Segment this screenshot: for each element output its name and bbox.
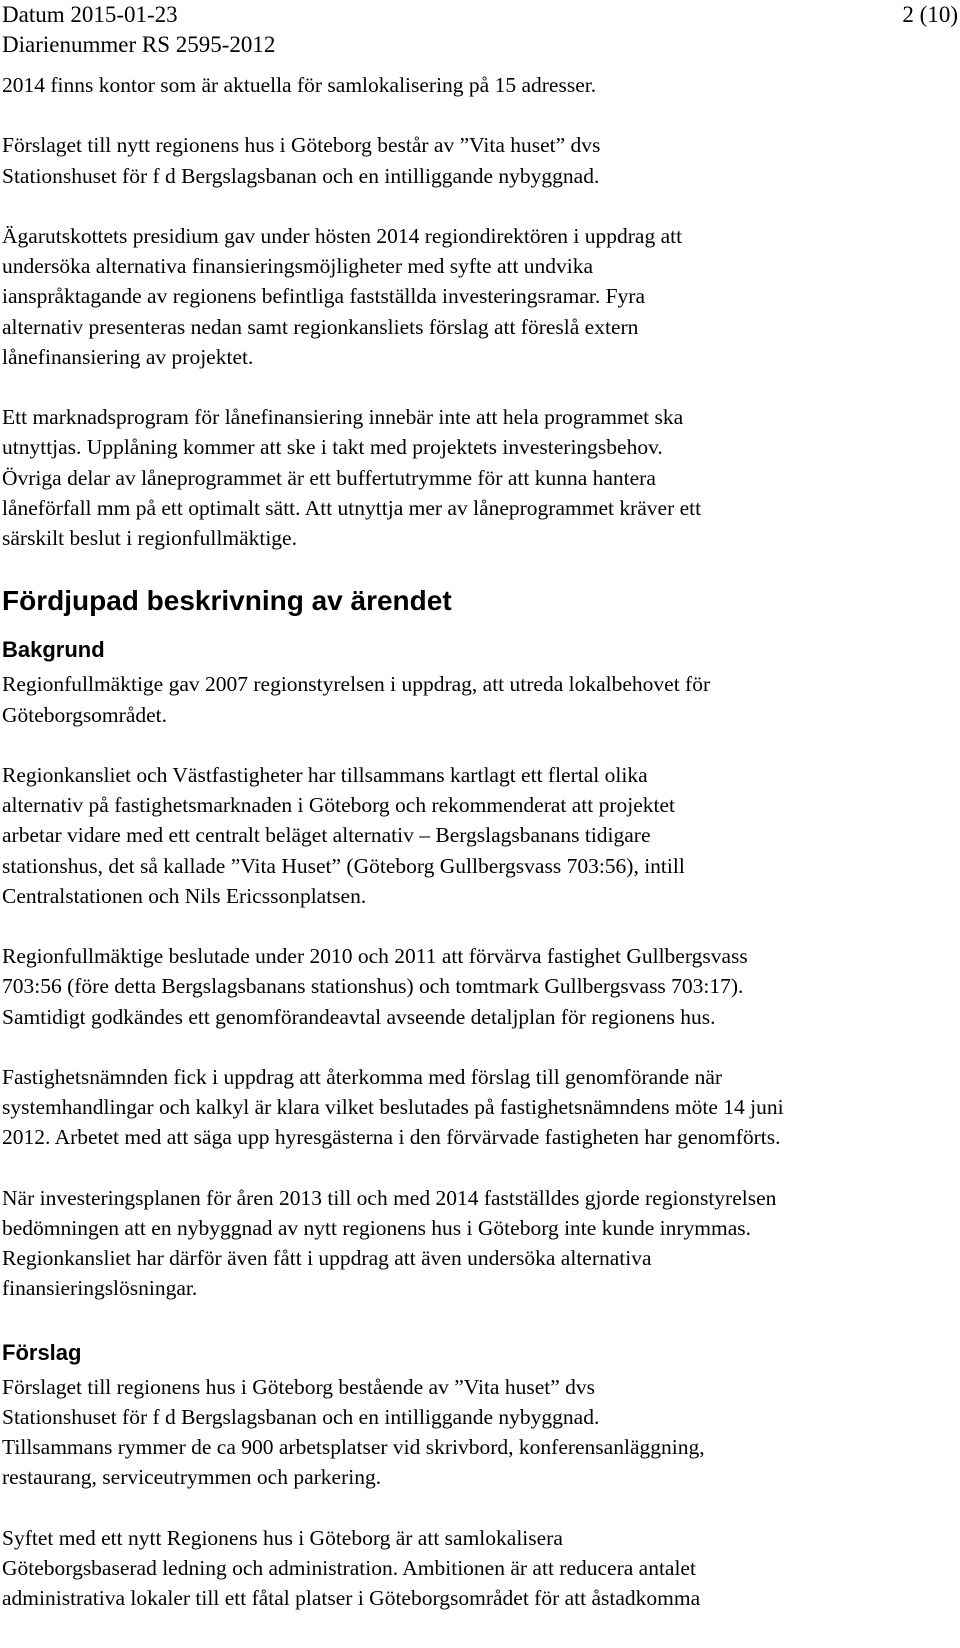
text-line: Stationshuset för f d Bergslagsbanan och en intilliggande nybyggnad. xyxy=(2,163,600,188)
text-line: Regionfullmäktige gav 2007 regionstyrelsen i uppdrag, att utreda lokalbehovet för xyxy=(2,672,711,697)
paragraph-intro-4 xyxy=(2,402,952,553)
text-line: Förslaget till regionens hus i Göteborg bestående av ”Vita huset” dvs xyxy=(2,1374,596,1399)
text-line: Tillsammans rymmer de ca 900 arbetsplatser vid skrivbord, konferensanläggning, xyxy=(2,1435,705,1459)
text-line: 703:56 (före detta Bergslagsbanans stationshus) och tomtmark Gullbergsvass 703:17). xyxy=(2,974,744,999)
text-line: 2012. Arbetet med att säga upp hyresgästerna i den förvärvade fastigheten har genomförts. xyxy=(2,1125,781,1150)
paragraph-background-2 xyxy=(2,760,952,911)
background-heading: Bakgrund xyxy=(2,637,105,663)
text-line: arbetar vidare med ett centralt beläget alternativ – Bergslagsbanans tidigare xyxy=(2,823,651,848)
text-line: finansieringslösningar. xyxy=(2,1276,198,1301)
text-line: Regionkansliet har därför även fått i uppdrag att även undersöka alternativa xyxy=(2,1246,652,1271)
paragraph-background-5 xyxy=(2,1183,952,1304)
document-date: Datum 2015-01-23 xyxy=(2,2,178,27)
section-heading: Fördjupad beskrivning av ärendet xyxy=(2,585,452,617)
text-line: När investeringsplanen för åren 2013 till och med 2014 fastställdes gjorde regionstyrelsen xyxy=(2,1185,777,1210)
text-line: Samtidigt godkändes ett genomförandeavtal avseende detaljplan för regionens hus. xyxy=(2,1004,716,1029)
text-line: undersöka alternativa finansieringsmöjligheter med syfte att undvika xyxy=(2,254,594,279)
paragraph-intro-2 xyxy=(2,130,952,190)
text-line: Syftet med ett nytt Regionens hus i Göteborg är att samlokalisera xyxy=(2,1525,563,1550)
text-line: Göteborgsbaserad ledning och administration. Ambitionen är att reducera antalet xyxy=(2,1555,696,1580)
paragraph-background-4 xyxy=(2,1062,952,1153)
text-line: Regionfullmäktige beslutade under 2010 och 2011 att förvärva fastighet Gullbergsvass xyxy=(2,944,748,969)
text-line: administrativa lokaler till ett fåtal platser i Göteborgsområdet för att åstadkomma xyxy=(2,1586,701,1610)
text-line: 2014 finns kontor som är aktuella för samlokalisering på 15 adresser. xyxy=(2,73,597,97)
paragraph-proposal-1 xyxy=(2,1372,952,1493)
text-line: Förslaget till nytt regionens hus i Göteborg består av ”Vita huset” dvs xyxy=(2,133,601,158)
text-line: utnyttjas. Upplåning kommer att ske i takt med projektets investeringsbehov. xyxy=(2,435,663,460)
paragraph-proposal-2 xyxy=(2,1523,952,1614)
text-line: alternativ på fastighetsmarknaden i Göteborg och rekommenderat att projektet xyxy=(2,793,676,818)
page-number: 2 (10) xyxy=(902,2,958,27)
text-line: lånefinansiering av projektet. xyxy=(2,344,254,369)
proposal-heading: Förslag xyxy=(2,1339,82,1365)
text-line: Centralstationen och Nils Ericssonplatsen. xyxy=(2,883,367,908)
paragraph-intro-3 xyxy=(2,221,952,372)
text-line: låneförfall mm på ett optimalt sätt. Att utnyttja mer av låneprogrammet kräver ett xyxy=(2,495,702,520)
text-line: Ägarutskottets presidium gav under hösten 2014 regiondirektören i uppdrag att xyxy=(2,223,683,248)
text-line: systemhandlingar och kalkyl är klara vilket beslutades på fastighetsnämndens möte 14 juni xyxy=(2,1095,784,1120)
paragraph-background-1 xyxy=(2,669,952,729)
text-line: särskilt beslut i regionfullmäktige. xyxy=(2,526,297,550)
document-body xyxy=(2,70,952,1643)
text-line: stationshus, det så kallade ”Vita Huset” (Göteborg Gullbergsvass 703:56), intill xyxy=(2,853,685,878)
text-line: Regionkansliet och Västfastigheter har tillsammans kartlagt ett flertal olika xyxy=(2,762,648,787)
text-line: Fastighetsnämnden fick i uppdrag att återkomma med förslag till genomförande när xyxy=(2,1064,723,1089)
text-line: Stationshuset för f d Bergslagsbanan och en intilliggande nybyggnad. xyxy=(2,1404,600,1429)
document-header xyxy=(2,0,275,60)
text-line: bedömningen att en nybyggnad av nytt regionens hus i Göteborg inte kunde inrymmas. xyxy=(2,1215,751,1240)
text-line: Ett marknadsprogram för lånefinansiering innebär inte att hela programmet ska xyxy=(2,405,684,430)
text-line: restaurang, serviceutrymmen och parkering. xyxy=(2,1465,382,1490)
text-line: alternativ presenteras nedan samt regionkansliets förslag att föreslå extern xyxy=(2,314,639,339)
text-line: Övriga delar av låneprogrammet är ett buffertutrymme för att kunna hantera xyxy=(2,465,656,490)
diary-number: Diarienummer RS 2595-2012 xyxy=(2,32,276,57)
paragraph-intro-1 xyxy=(2,70,952,100)
paragraph-background-3 xyxy=(2,941,952,1032)
text-line: ianspråktagande av regionens befintliga fastställda investeringsramar. Fyra xyxy=(2,284,645,309)
text-line: Göteborgsområdet. xyxy=(2,702,167,727)
